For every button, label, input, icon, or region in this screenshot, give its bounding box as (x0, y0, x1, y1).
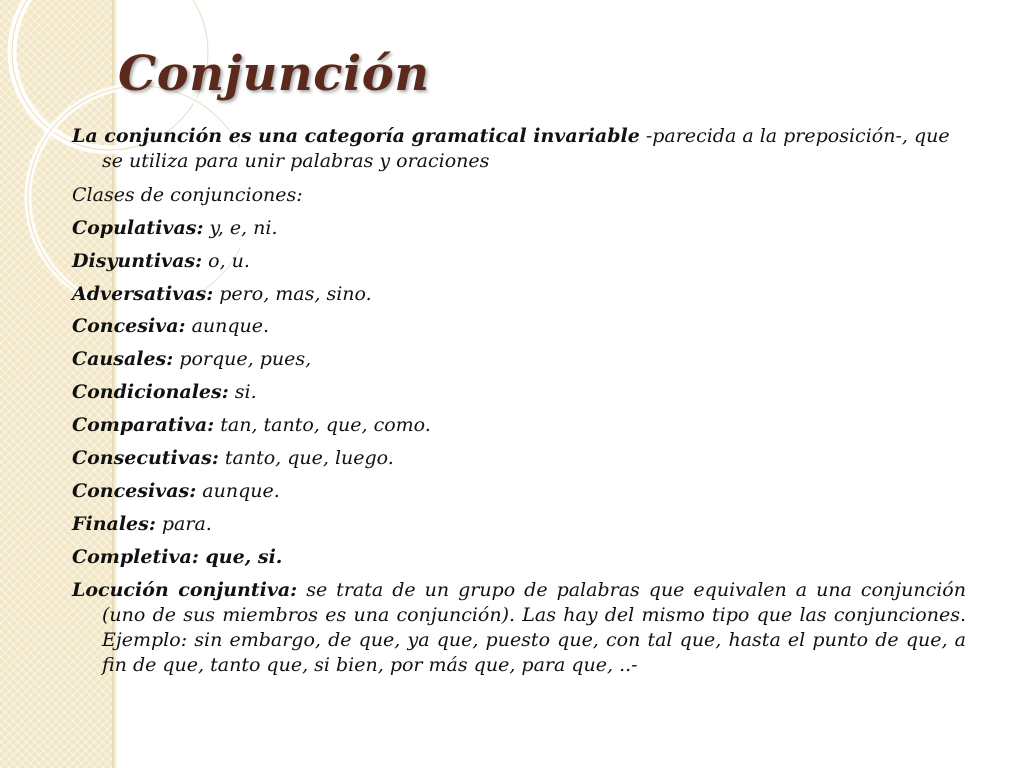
slide-body (72, 124, 966, 686)
slide-title: Conjunción (118, 46, 430, 102)
locucion-paragraph (72, 578, 966, 678)
list-item: Concesivas: aunque. (72, 479, 280, 502)
classes-heading: Clases de conjunciones: (72, 183, 303, 206)
intro-paragraph (72, 124, 966, 174)
list-item: Finales: para. (72, 512, 212, 535)
list-item: Disyuntivas: o, u. (72, 249, 250, 272)
list-item: Copulativas: y, e, ni. (72, 216, 278, 239)
locucion-label: Locución conjuntiva: (72, 578, 298, 601)
list-item: Condicionales: si. (72, 381, 257, 404)
intro-bold-text: La conjunción es una categoría gramatical invariable (72, 125, 640, 147)
list-item: Consecutivas: tanto, que, luego. (72, 447, 394, 470)
intro-rest-text: -parecida a la preposición-, que se utiliza para unir palabras y oraciones (102, 125, 950, 172)
list-item: Comparativa: tan, tanto, que, como. (72, 414, 431, 437)
list-item: Concesiva: aunque. (72, 315, 270, 338)
locucion-text: se trata de un grupo de palabras que equivalen a una conjunción (uno de sus miembros es una conjunción). Las hay del mismo tipo que las conjunciones. Ejemplo: sin embargo, de que, ya que, puesto que, con tal que, hasta el punto de que, a fin de que, tanto que, si bien, por más que, para que, ..- (102, 578, 966, 676)
completiva-item: Completiva: que, si. (72, 545, 283, 568)
list-item: Adversativas: pero, mas, sino. (72, 282, 372, 305)
list-item: Causales: porque, pues, (72, 348, 312, 371)
